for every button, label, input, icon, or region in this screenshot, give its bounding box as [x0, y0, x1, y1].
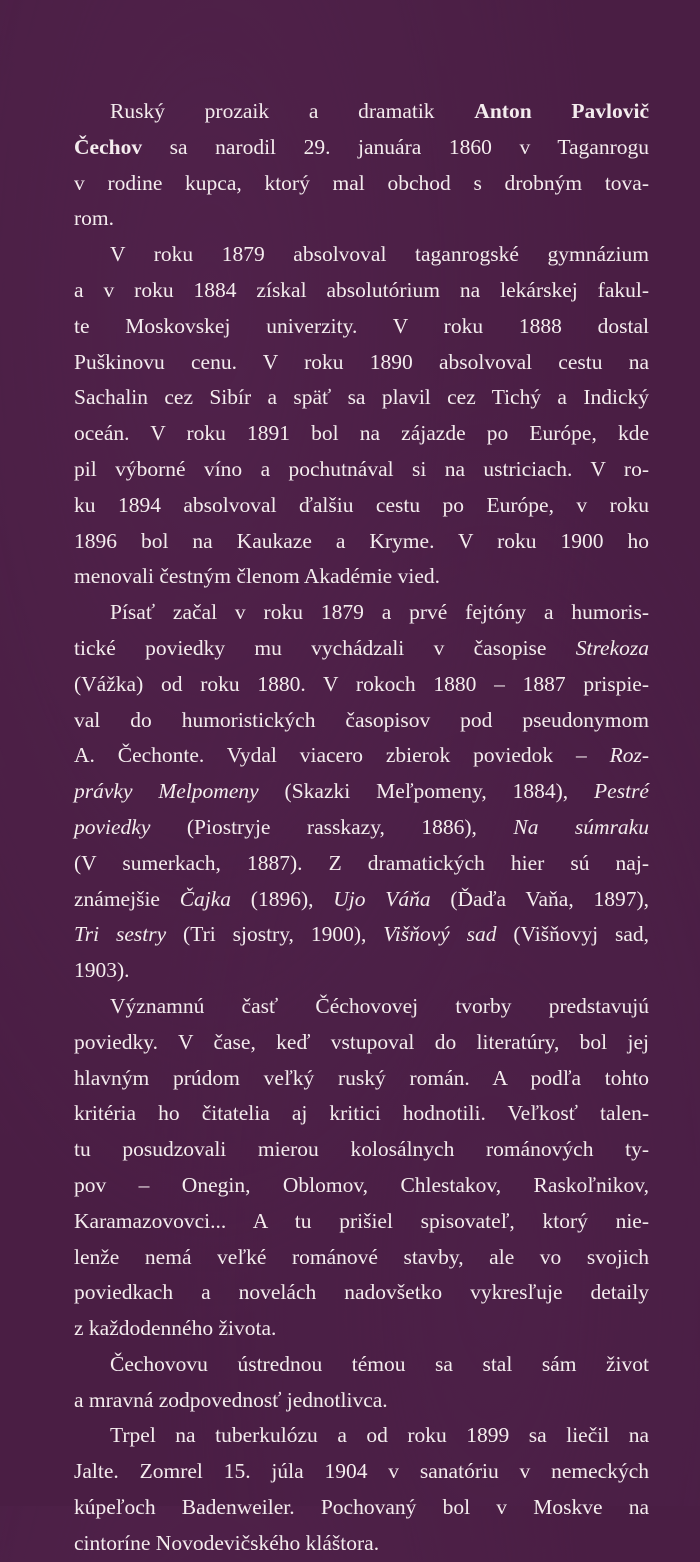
paragraph [74, 595, 649, 989]
text-line [74, 595, 649, 631]
text-line [74, 703, 649, 739]
text-line [74, 882, 649, 918]
text-run: Písať začal v roku 1879 a prvé fejtóny a humoris- [110, 600, 649, 625]
text-line [74, 94, 649, 130]
text-run: kúpeľoch Badenweiler. Pochovaný bol v Moskve na [74, 1495, 649, 1520]
text-line [74, 1025, 649, 1061]
text-run: ku 1894 absolvoval ďalšiu cestu po Európe, v roku [74, 492, 649, 517]
text-run: (Skazki Meľpomeny, 1884), [258, 779, 595, 804]
text-line [74, 1383, 649, 1419]
text-line [74, 774, 649, 810]
text-line [74, 810, 649, 846]
text-run: 1903). [74, 958, 130, 983]
text-line [74, 1526, 649, 1562]
text-run: a mravná zodpovednosť jednotlivca. [74, 1387, 388, 1412]
text-run: A. Čechonte. Vydal viacero zbierok poviedok – [74, 743, 610, 768]
text-line [74, 667, 649, 703]
work-title: Pestré [594, 779, 649, 804]
text-line [74, 166, 649, 202]
paragraph [74, 1418, 649, 1561]
text-line [74, 1132, 649, 1168]
text-run: pil výborné víno a pochutnával si na ustriciach. V ro- [74, 456, 649, 481]
text-line [74, 989, 649, 1025]
back-cover-text [74, 94, 649, 1562]
text-run: Trpel na tuberkulózu a od roku 1899 sa liečil na [110, 1423, 649, 1448]
work-title: Čajka [179, 886, 232, 911]
text-run: kritéria ho čitatelia aj kritici hodnotili. Veľkosť talen- [74, 1101, 649, 1126]
work-title: poviedky [74, 814, 151, 839]
text-line [74, 1096, 649, 1132]
paragraph [74, 989, 649, 1347]
text-line [74, 1168, 649, 1204]
text-line [74, 452, 649, 488]
text-line [74, 488, 649, 524]
author-name: Anton Pavlovič [474, 99, 649, 123]
text-line [74, 273, 649, 309]
text-run: Karamazovovci... A tu prišiel spisovateľ, ktorý nie- [74, 1208, 649, 1233]
work-title: právky Melpomeny [74, 779, 259, 804]
text-run: Sachalin cez Sibír a späť sa plavil cez Tichý a Indický [74, 385, 649, 410]
text-run: hlavným prúdom veľký ruský román. A podľa tohto [74, 1065, 649, 1090]
text-run: val do humoristických časopisov pod pseudonymom [74, 707, 649, 732]
text-run: Puškinovu cenu. V roku 1890 absolvoval cestu na [74, 349, 649, 374]
text-line [74, 1275, 649, 1311]
text-run: sa narodil 29. januára 1860 v Taganrogu [142, 134, 649, 159]
text-line [74, 1061, 649, 1097]
text-line [74, 201, 649, 237]
text-run: oceán. V roku 1891 bol na zájazde po Európe, kde [74, 421, 649, 446]
text-run: 1896 bol na Kaukaze a Kryme. V roku 1900 ho [74, 528, 649, 553]
text-line [74, 1311, 649, 1347]
text-run: Ruský prozaik a dramatik [110, 99, 475, 123]
text-line [74, 1240, 649, 1276]
text-run: (Tri sjostry, 1900), [166, 922, 384, 947]
text-run: (Vážka) od roku 1880. V rokoch 1880 – 1887 prispie- [74, 671, 649, 696]
text-run: Významnú časť Čéchovovej tvorby predstavujú [110, 993, 649, 1018]
text-run: tu posudzovali mierou kolosálnych románových ty- [74, 1137, 649, 1162]
text-run: te Moskovskej univerzity. V roku 1888 dostal [74, 313, 649, 338]
text-run: V roku 1879 absolvoval taganrogské gymnázium [110, 242, 649, 267]
work-title: Višňový sad [383, 922, 497, 947]
text-line [74, 380, 649, 416]
text-line [74, 309, 649, 345]
text-line [74, 559, 649, 595]
text-line [74, 1418, 649, 1454]
text-line [74, 738, 649, 774]
text-line [74, 1347, 649, 1383]
text-run: Jalte. Zomrel 15. júla 1904 v sanatóriu v nemeckých [74, 1459, 649, 1484]
text-line [74, 953, 649, 989]
work-title: Strekoza [575, 635, 649, 660]
text-line [74, 917, 649, 953]
text-line [74, 846, 649, 882]
text-run: Čechovovu ústrednou témou sa stal sám život [110, 1351, 649, 1376]
text-run: pov – Onegin, Oblomov, Chlestakov, Raskoľnikov, [74, 1172, 649, 1197]
text-line [74, 237, 649, 273]
work-title: Roz- [609, 743, 649, 768]
text-run: (V sumerkach, 1887). Z dramatických hier sú naj- [74, 850, 649, 875]
text-line [74, 1454, 649, 1490]
text-line [74, 345, 649, 381]
text-line [74, 416, 649, 452]
text-line [74, 631, 649, 667]
text-line [74, 1204, 649, 1240]
text-run: (1896), [231, 886, 334, 911]
text-run: známejšie [74, 886, 180, 911]
text-run: cintoríne Novodevičského kláštora. [74, 1530, 380, 1555]
text-line [74, 130, 649, 166]
text-line [74, 1490, 649, 1526]
text-line [74, 524, 649, 560]
paragraph [74, 94, 649, 237]
work-title: Na súmraku [513, 814, 649, 839]
text-run: poviedky. V čase, keď vstupoval do literatúry, bol jej [74, 1029, 649, 1054]
paragraph [74, 1347, 649, 1419]
text-run: rom. [74, 206, 115, 231]
work-title: Tri sestry [74, 922, 167, 947]
paragraph [74, 237, 649, 595]
text-run: a v roku 1884 získal absolutórium na lekárskej fakul- [74, 277, 649, 302]
text-run: (Višňovyj sad, [496, 922, 649, 947]
text-run: menovali čestným členom Akadémie vied. [74, 564, 440, 589]
text-run: poviedkach a novelách nadovšetko vykresľuje detaily [74, 1280, 649, 1305]
work-title: Ujo Váňa [333, 886, 431, 911]
author-name: Čechov [74, 134, 143, 159]
text-run: lenže nemá veľké románové stavby, ale vo svojich [74, 1244, 649, 1269]
text-run: (Piostryje rasskazy, 1886), [150, 814, 514, 839]
text-run: (Ďaďa Vaňa, 1897), [430, 886, 649, 911]
text-run: tické poviedky mu vychádzali v časopise [74, 635, 576, 660]
text-run: v rodine kupca, ktorý mal obchod s drobným tova- [74, 170, 649, 195]
text-run: z každodenného života. [74, 1316, 277, 1341]
